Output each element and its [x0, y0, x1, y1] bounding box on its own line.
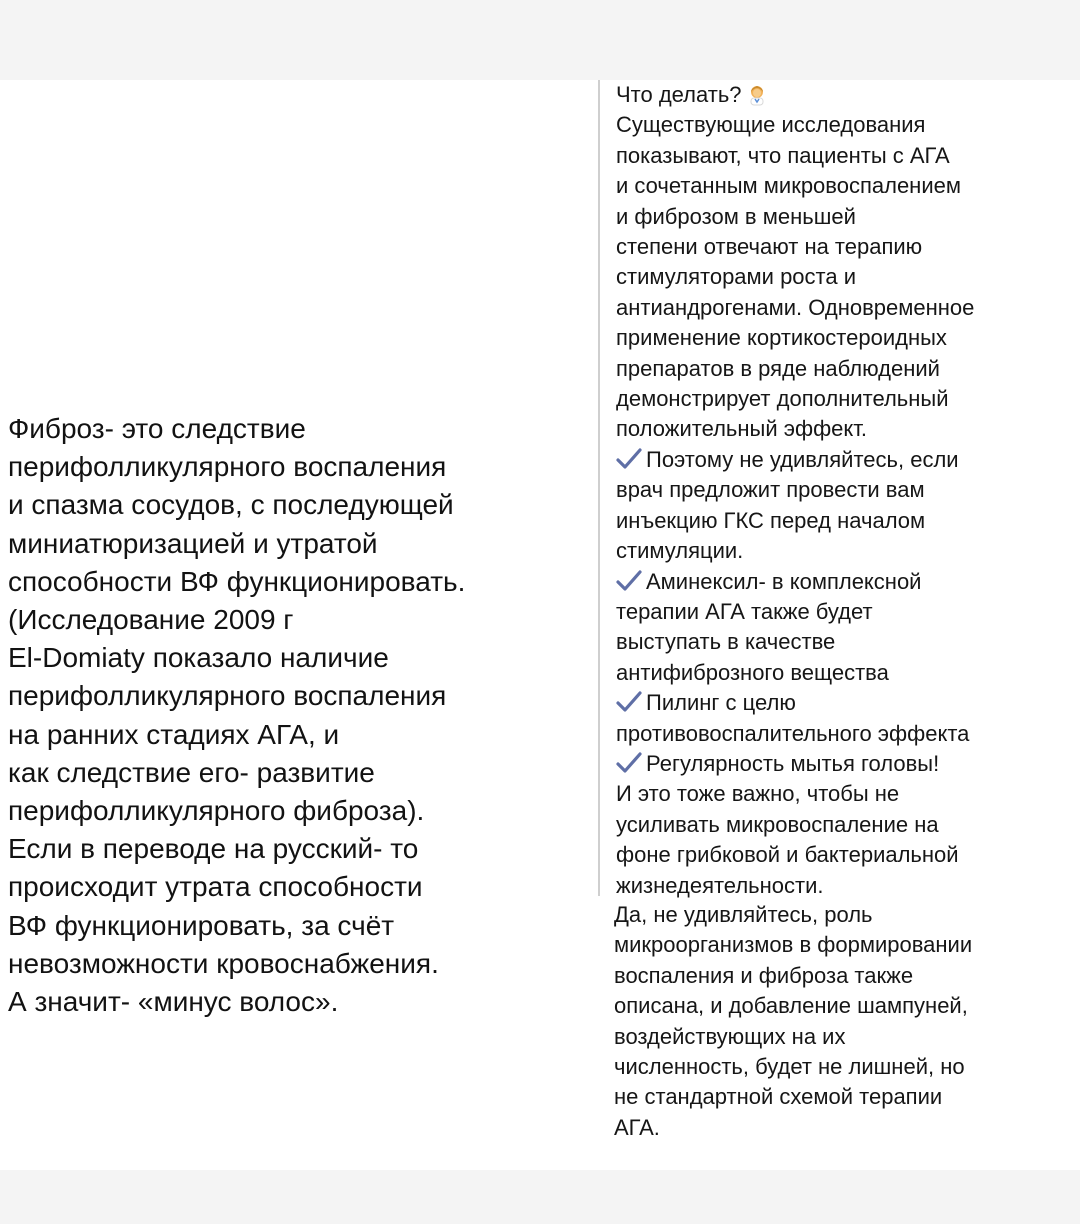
check-item-text: Регулярность мытья головы! [646, 750, 940, 776]
right-text-line: применение кортикостероидных [616, 325, 947, 351]
right-text-line: и сочетанным микровоспалением [616, 173, 961, 199]
check-item-line: стимуляции. [616, 538, 744, 564]
left-text-line: El-Domiaty показало наличие [8, 642, 389, 674]
check-item-line: антифиброзного вещества [616, 659, 889, 685]
woman-doctor-emoji-icon [745, 83, 769, 107]
right-text-line: демонстрирует дополнительный [616, 386, 949, 412]
right-text-line: показывают, что пациенты с АГА [616, 142, 950, 168]
check-item-line: фоне грибковой и бактериальной [616, 842, 959, 868]
left-text-line: способности ВФ функционировать. [8, 565, 466, 597]
check-item-line: врач предложит провести вам [616, 477, 925, 503]
right-text-line: Существующие исследования [616, 112, 926, 138]
checkmark-icon [616, 570, 642, 592]
left-text-line: происходит утрата способности [8, 871, 423, 903]
left-text-line: невозможности кровоснабжения. [8, 947, 439, 979]
checkmark-icon [616, 752, 642, 774]
left-text-block [8, 410, 568, 1021]
check-item-line [600, 567, 1070, 597]
check-item-line: противовоспалительного эффекта [616, 720, 970, 746]
check-item-text: Пилинг с целю [646, 690, 796, 716]
right-heading [600, 80, 1070, 110]
right-text-line: положительный эффект. [616, 416, 868, 442]
check-item-line: жизнедеятельности. [616, 872, 824, 898]
left-text-line: и спазма сосудов, с последующей [8, 489, 454, 521]
left-text-line: миниатюризацией и утратой [8, 527, 378, 559]
check-item-line: терапии АГА также будет [616, 598, 873, 624]
check-item-line [600, 445, 1070, 475]
right-bottom-text-line: Да, не удивляйтесь, роль [614, 902, 873, 927]
right-bottom-text-line: численность, будет не лишней, но [614, 1054, 965, 1080]
check-item-line: И это тоже важно, чтобы не [616, 781, 900, 807]
left-text-line: А значит- «минус волос». [8, 986, 339, 1018]
right-bottom-text-line: не стандартной схемой терапии [614, 1084, 943, 1110]
right-text-line: антиандрогенами. Одновременное [616, 294, 975, 320]
checkmark-icon [616, 691, 642, 713]
left-text-line: на ранних стадиях АГА, и [8, 718, 340, 750]
right-text-line: препаратов в ряде наблюдений [616, 355, 940, 381]
right-bottom-text-block [598, 900, 1068, 1155]
left-text-line: перифолликулярного воспаления [8, 451, 447, 483]
left-text-line: Если в переводе на русский- то [8, 833, 419, 865]
right-text-line: и фиброзом в меньшей [616, 203, 856, 229]
right-bottom-text-line: описана, и добавление шампуней, [614, 993, 968, 1019]
check-item-line: инъекцию ГКС перед началом [616, 507, 926, 533]
left-text-line: ВФ функционировать, за счёт [8, 909, 395, 941]
check-item-line: усиливать микровоспаление на [616, 811, 939, 837]
left-text-line: Фиброз- это следствие [8, 413, 306, 444]
left-text-line: перифолликулярного воспаления [8, 680, 447, 712]
check-item-line [600, 749, 1070, 779]
right-text-line: степени отвечают на терапию [616, 234, 923, 260]
right-text-line: стимуляторами роста и [616, 264, 857, 290]
right-bottom-text-line: воспаления и фиброза также [614, 962, 914, 988]
right-bottom-text-line: АГА. [614, 1114, 660, 1140]
left-text-line: (Исследование 2009 г [8, 604, 294, 636]
left-text-line: перифолликулярного фиброза). [8, 795, 425, 827]
right-bottom-text-line: воздействующих на их [614, 1023, 846, 1049]
check-item-text: Аминексил- в комплексной [646, 568, 922, 594]
check-item-text: Поэтому не удивляйтесь, если [646, 446, 959, 472]
right-bottom-text-line: микроорганизмов в формировании [614, 932, 973, 958]
check-item-line [600, 688, 1070, 718]
check-item-line: выступать в качестве [616, 629, 836, 655]
left-text-line: как следствие его- развитие [8, 756, 375, 788]
right-top-text-block [598, 80, 1070, 896]
heading-text: Что делать? [616, 82, 742, 107]
checkmark-icon [616, 448, 642, 470]
